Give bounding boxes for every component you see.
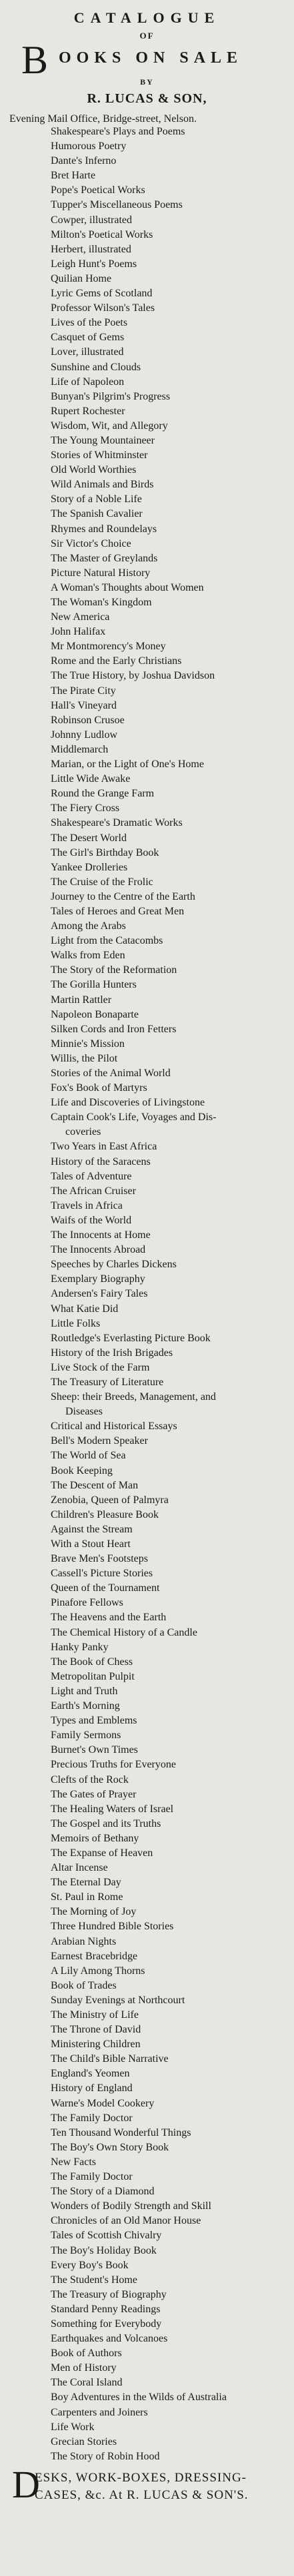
book-title: The Gates of Prayer bbox=[51, 1788, 137, 1800]
book-title: New Facts bbox=[51, 2156, 96, 2168]
book-title: Sir Victor's Choice bbox=[51, 537, 131, 549]
book-title: The Coral Island bbox=[51, 2377, 123, 2389]
book-title: Routledge's Everlasting Picture Book bbox=[51, 1332, 211, 1344]
book-title: Earthquakes and Volcanoes bbox=[51, 2333, 168, 2345]
book-title: Walks from Eden bbox=[51, 950, 125, 962]
book-title: The Child's Bible Narrative bbox=[51, 2053, 169, 2065]
book-title: Book Keeping bbox=[51, 1464, 113, 1476]
book-title: The Spanish Cavalier bbox=[51, 508, 143, 520]
book-title: Stories of the Animal World bbox=[51, 1068, 171, 1079]
book-title: The Treasury of Literature bbox=[51, 1376, 164, 1388]
book-title: Stories of Whitminster bbox=[51, 450, 148, 462]
book-title: England's Yeomen bbox=[51, 2068, 130, 2080]
book-title: Leigh Hunt's Poems bbox=[51, 258, 137, 270]
heading-by: BY bbox=[140, 77, 154, 87]
book-title: Light from the Catacombs bbox=[51, 935, 163, 947]
book-title: Hall's Vineyard bbox=[51, 699, 117, 711]
book-title: Life Work bbox=[51, 2421, 95, 2433]
book-title: Chronicles of an Old Manor House bbox=[51, 2215, 201, 2227]
book-title: Tales of Heroes and Great Men bbox=[51, 905, 185, 917]
book-title: The World of Sea bbox=[51, 1450, 126, 1462]
book-title: Wonders of Bodily Strength and Skill bbox=[51, 2200, 211, 2212]
book-title: Three Hundred Bible Stories bbox=[51, 1921, 174, 1933]
book-title: Tales of Scottish Chivalry bbox=[51, 2230, 162, 2242]
book-title: Dante's Inferno bbox=[51, 155, 117, 167]
book-title: Sheep: their Breeds, Management, and bbox=[51, 1391, 216, 1403]
book-title: Middlemarch bbox=[51, 743, 109, 755]
book-title: Tales of Adventure bbox=[51, 1170, 132, 1182]
book-title: Captain Cook's Life, Voyages and Dis- bbox=[51, 1112, 217, 1124]
book-title: Critical and Historical Essays bbox=[51, 1421, 177, 1433]
footer-line-3-text: At R. LUCAS & SON'S. bbox=[109, 2488, 249, 2502]
book-title: Picture Natural History bbox=[51, 567, 151, 579]
book-title: Waifs of the World bbox=[51, 1214, 132, 1226]
book-title: Boy Adventures in the Wilds of Australia bbox=[51, 2392, 227, 2404]
book-title: Marian, or the Light of One's Home bbox=[51, 759, 204, 771]
book-title: Family Sermons bbox=[51, 1730, 121, 1742]
book-title: Burnet's Own Times bbox=[51, 1744, 138, 1756]
book-title: Exemplary Biography bbox=[51, 1273, 145, 1285]
book-title: Story of a Noble Life bbox=[51, 493, 142, 505]
book-title: Every Boy's Book bbox=[51, 2259, 129, 2271]
drop-cap-d: D bbox=[12, 2463, 40, 2506]
book-title: Carpenters and Joiners bbox=[51, 2406, 148, 2418]
book-title: Lyric Gems of Scotland bbox=[51, 288, 153, 300]
book-title: New America bbox=[51, 611, 110, 623]
book-title: The Pirate City bbox=[51, 685, 116, 697]
book-title: Pope's Poetical Works bbox=[51, 184, 145, 196]
book-title: Metropolitan Pulpit bbox=[51, 1670, 135, 1682]
book-title: Arabian Nights bbox=[51, 1935, 117, 1947]
book-title: Professor Wilson's Tales bbox=[51, 302, 155, 314]
book-title: Sunshine and Clouds bbox=[51, 361, 141, 373]
book-title: Speeches by Charles Dickens bbox=[51, 1259, 177, 1271]
book-title: Memoirs of Bethany bbox=[51, 1832, 139, 1844]
book-title: Pinafore Fellows bbox=[51, 1597, 123, 1609]
book-title: Altar Incense bbox=[51, 1862, 108, 1874]
book-title: The Boy's Own Story Book bbox=[51, 2141, 169, 2153]
book-title: Tupper's Miscellaneous Poems bbox=[51, 199, 183, 211]
book-title: Something for Everybody bbox=[51, 2318, 162, 2330]
book-title: What Katie Did bbox=[51, 1303, 119, 1315]
book-title: The Story of the Reformation bbox=[51, 964, 177, 976]
book-title: Diseases bbox=[65, 1406, 103, 1418]
book-title: Queen of the Tournament bbox=[51, 1582, 160, 1594]
book-title: John Halifax bbox=[51, 626, 106, 638]
book-title: Napoleon Bonaparte bbox=[51, 1008, 139, 1020]
book-title: coveries bbox=[65, 1126, 101, 1138]
book-title: The Morning of Joy bbox=[51, 1906, 137, 1918]
book-title: The Innocents at Home bbox=[51, 1229, 151, 1241]
books-on-sale-text: OOKS ON SALE bbox=[59, 49, 243, 67]
book-title: Rome and the Early Christians bbox=[51, 655, 182, 667]
book-title: The Fiery Cross bbox=[51, 803, 120, 814]
book-title: The Family Doctor bbox=[51, 2171, 133, 2183]
book-title: Against the Stream bbox=[51, 1523, 133, 1535]
book-title: Book of Trades bbox=[51, 1979, 117, 1991]
book-title: With a Stout Heart bbox=[51, 1538, 131, 1550]
book-title: The True History, by Joshua Davidson bbox=[51, 670, 215, 682]
book-title: A Woman's Thoughts about Women bbox=[51, 581, 204, 593]
book-title: The Woman's Kingdom bbox=[51, 597, 152, 608]
book-title: Herbert, illustrated bbox=[51, 243, 131, 255]
book-title: Clefts of the Rock bbox=[51, 1773, 129, 1785]
book-title: History of the Saracens bbox=[51, 1155, 151, 1167]
book-title: Mr Montmorency's Money bbox=[51, 641, 166, 653]
book-title: Silken Cords and Iron Fetters bbox=[51, 1023, 177, 1035]
book-title: Ten Thousand Wonderful Things bbox=[51, 2126, 191, 2138]
book-title: Robinson Crusoe bbox=[51, 714, 125, 726]
book-title: Shakespeare's Plays and Poems bbox=[51, 126, 185, 137]
catalogue-heading: CATALOGUE bbox=[73, 9, 221, 26]
book-title: Types and Emblems bbox=[51, 1715, 137, 1727]
book-title: The Girl's Birthday Book bbox=[51, 846, 159, 858]
book-title: Brave Men's Footsteps bbox=[51, 1553, 148, 1565]
book-title: Warne's Model Cookery bbox=[51, 2097, 155, 2109]
book-title: Live Stock of the Farm bbox=[51, 1361, 150, 1373]
book-title: The Young Mountaineer bbox=[51, 434, 155, 446]
book-title: Life and Discoveries of Livingstone bbox=[51, 1097, 205, 1109]
book-title: The Heavens and the Earth bbox=[51, 1612, 167, 1624]
seller-address: Evening Mail Office, Bridge-street, Nelson. bbox=[9, 113, 197, 125]
book-title: The Story of a Diamond bbox=[51, 2186, 155, 2198]
book-title: Grecian Stories bbox=[51, 2435, 117, 2447]
book-title: Casquet of Gems bbox=[51, 332, 125, 344]
book-title: Lover, illustrated bbox=[51, 346, 124, 358]
book-title: The Ministry of Life bbox=[51, 2009, 139, 2021]
book-title: Johnny Ludlow bbox=[51, 729, 117, 741]
book-title: History of the Irish Brigades bbox=[51, 1347, 173, 1359]
book-title: The Cruise of the Frolic bbox=[51, 876, 153, 888]
footer-line-2 bbox=[35, 2488, 249, 2503]
book-title: Fox's Book of Martyrs bbox=[51, 1082, 147, 1094]
book-title: The Master of Greylands bbox=[51, 552, 158, 564]
book-title: The African Cruiser bbox=[51, 1185, 136, 1197]
book-title: Martin Rattler bbox=[51, 994, 112, 1006]
book-title: The Descent of Man bbox=[51, 1479, 139, 1491]
book-title: Hanky Panky bbox=[51, 1641, 109, 1653]
book-title: The Family Doctor bbox=[51, 2112, 133, 2124]
book-title: Bell's Modern Speaker bbox=[51, 1435, 148, 1447]
book-title: Willis, the Pilot bbox=[51, 1052, 118, 1064]
book-title: Rupert Rochester bbox=[51, 405, 125, 417]
book-title: Wisdom, Wit, and Allegory bbox=[51, 420, 168, 432]
book-title: Ministering Children bbox=[51, 2039, 141, 2051]
book-title: Round the Grange Farm bbox=[51, 788, 155, 800]
book-title: The Story of Robin Hood bbox=[51, 2450, 160, 2462]
footer-line-1-text: ESKS, WORK-BOXES, DRESSING- bbox=[35, 2471, 247, 2485]
book-title: Among the Arabs bbox=[51, 920, 126, 932]
book-title: Quilian Home bbox=[51, 272, 112, 284]
book-title: The Gospel and its Truths bbox=[51, 1817, 161, 1829]
book-title: Light and Truth bbox=[51, 1685, 118, 1697]
footer-line-2-text: CASES, &c. bbox=[35, 2488, 106, 2502]
book-title: Wild Animals and Birds bbox=[51, 479, 154, 491]
book-title: Yankee Drolleries bbox=[51, 861, 128, 873]
book-title: The Chemical History of a Candle bbox=[51, 1626, 197, 1638]
book-title: Earth's Morning bbox=[51, 1700, 120, 1712]
book-title: Zenobia, Queen of Palmyra bbox=[51, 1494, 169, 1506]
book-title: The Throne of David bbox=[51, 2024, 141, 2036]
book-title: Milton's Poetical Works bbox=[51, 228, 153, 240]
footer-line-1 bbox=[35, 2471, 247, 2485]
book-title: Sunday Evenings at Northcourt bbox=[51, 1994, 185, 2006]
book-title: Shakespeare's Dramatic Works bbox=[51, 817, 183, 829]
book-title: The Gorilla Hunters bbox=[51, 979, 137, 991]
book-title: Book of Authors bbox=[51, 2348, 122, 2360]
book-title: Humorous Poetry bbox=[51, 141, 127, 153]
book-title: Standard Penny Readings bbox=[51, 2303, 161, 2315]
heading-of: OF bbox=[139, 31, 155, 41]
book-title: The Student's Home bbox=[51, 2274, 137, 2286]
book-title: The Innocents Abroad bbox=[51, 1244, 146, 1256]
book-title: The Desert World bbox=[51, 832, 127, 844]
book-title: Bret Harte bbox=[51, 170, 96, 182]
book-title: Two Years in East Africa bbox=[51, 1141, 157, 1153]
book-title: Journey to the Centre of the Earth bbox=[51, 890, 195, 902]
book-title: Travels in Africa bbox=[51, 1199, 123, 1211]
book-title: Precious Truths for Everyone bbox=[51, 1759, 176, 1771]
book-title: History of England bbox=[51, 2083, 133, 2094]
book-title: The Healing Waters of Israel bbox=[51, 1803, 174, 1815]
seller-name: R. LUCAS & SON, bbox=[87, 91, 207, 106]
book-title: Minnie's Mission bbox=[51, 1038, 125, 1050]
footer-advert bbox=[8, 2463, 286, 2508]
book-title: Earnest Bracebridge bbox=[51, 1950, 138, 1962]
book-title: Bunyan's Pilgrim's Progress bbox=[51, 390, 171, 402]
book-title: Andersen's Fairy Tales bbox=[51, 1288, 148, 1300]
book-title: Cowper, illustrated bbox=[51, 214, 132, 226]
book-title: Old World Worthies bbox=[51, 464, 137, 476]
book-title: The Eternal Day bbox=[51, 1877, 121, 1889]
book-title-list bbox=[8, 125, 286, 2464]
book-title: Little Folks bbox=[51, 1317, 101, 1329]
book-title: Men of History bbox=[51, 2362, 117, 2374]
book-title: Lives of the Poets bbox=[51, 317, 128, 329]
book-title: The Treasury of Biography bbox=[51, 2288, 167, 2300]
book-title: Life of Napoleon bbox=[51, 376, 125, 388]
book-title: Little Wide Awake bbox=[51, 773, 131, 785]
book-title: The Book of Chess bbox=[51, 1656, 133, 1668]
book-title: The Expanse of Heaven bbox=[51, 1847, 153, 1859]
book-title: A Lily Among Thorns bbox=[51, 1965, 145, 1977]
book-title: Children's Pleasure Book bbox=[51, 1508, 159, 1520]
book-title: Rhymes and Roundelays bbox=[51, 523, 157, 535]
drop-cap-b: B bbox=[21, 38, 49, 82]
book-title: The Boy's Holiday Book bbox=[51, 2244, 157, 2256]
book-title: St. Paul in Rome bbox=[51, 1891, 123, 1903]
book-title: Cassell's Picture Stories bbox=[51, 1568, 153, 1580]
